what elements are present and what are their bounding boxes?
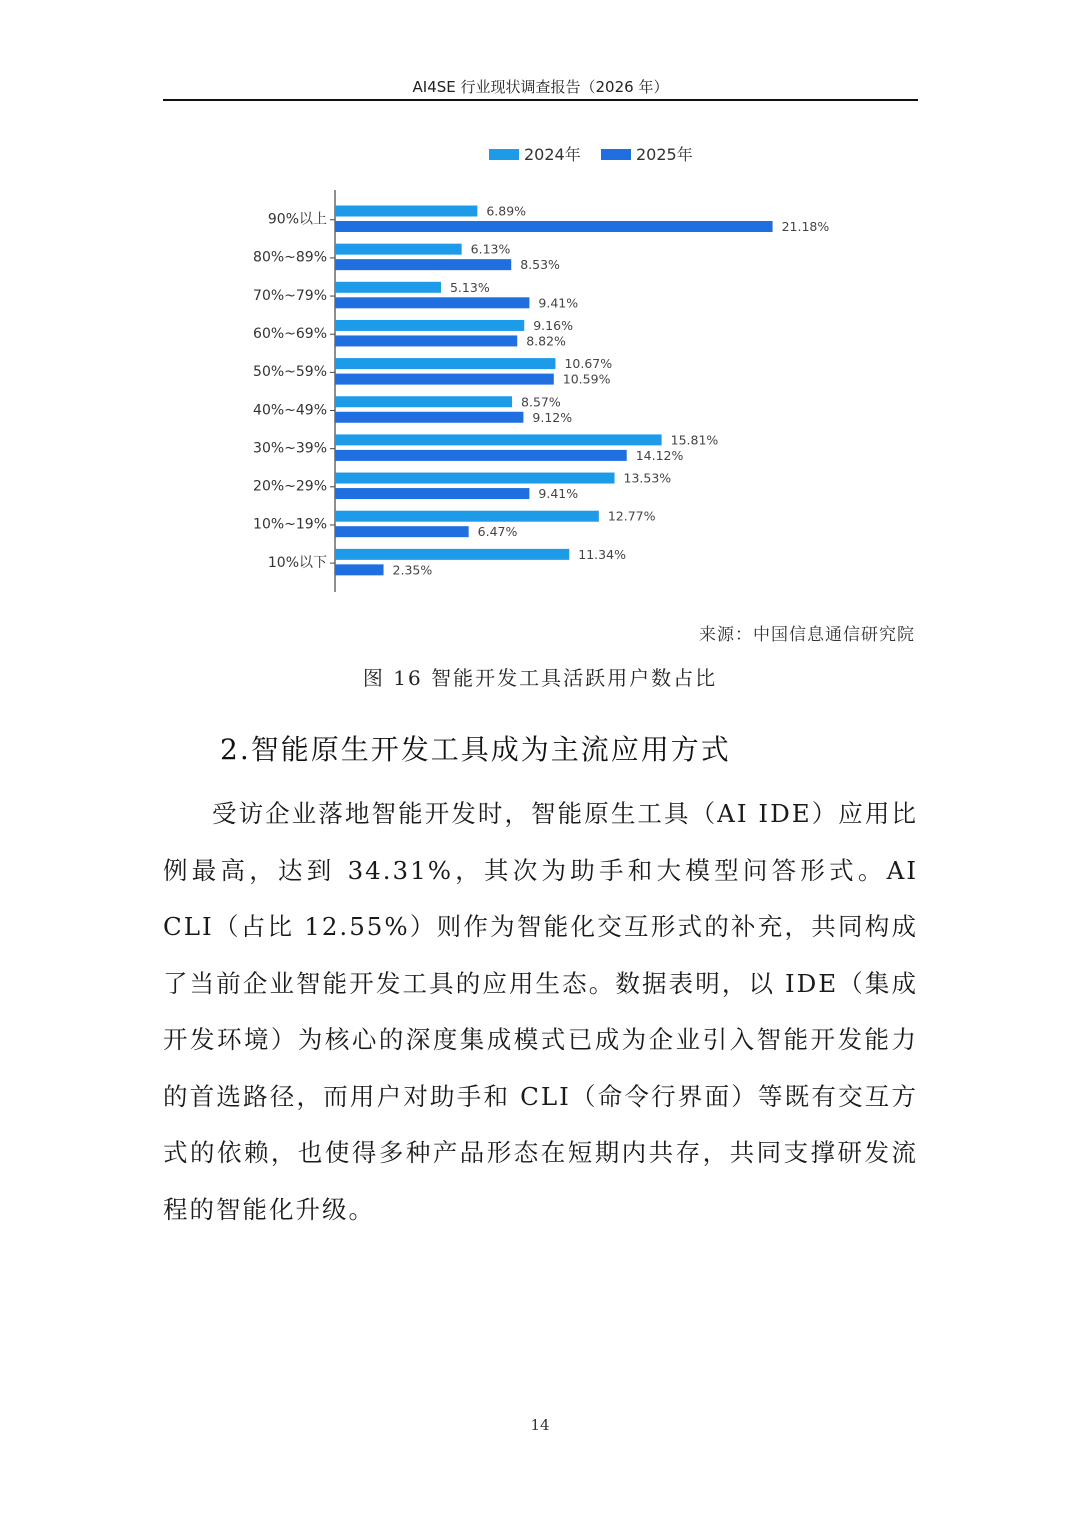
data-label: 9.41%: [538, 295, 579, 311]
bar: [335, 526, 469, 537]
bar: [335, 511, 599, 522]
category-label: 90%以上: [267, 211, 327, 228]
data-label: 10.59%: [562, 371, 611, 387]
category-label: 40%~49%: [253, 402, 327, 419]
legend-label: 2024年: [524, 145, 581, 164]
category-label: 20%~29%: [253, 478, 327, 495]
data-label: 9.16%: [533, 317, 573, 333]
data-label: 13.53%: [623, 470, 672, 486]
bar: [335, 473, 615, 484]
bar: [335, 488, 529, 499]
data-label: 2.35%: [392, 562, 433, 578]
bar: [335, 320, 524, 331]
category-label: 80%~89%: [253, 249, 327, 266]
bar-chart: [0, 0, 1080, 610]
page-number: 14: [530, 1416, 550, 1434]
data-label: 14.12%: [635, 447, 684, 463]
bar: [335, 206, 477, 217]
category-label: 70%~79%: [253, 287, 327, 304]
bar: [335, 564, 384, 575]
category-label: 60%~69%: [253, 325, 327, 342]
category-label: 30%~39%: [253, 440, 327, 457]
bar: [335, 244, 462, 255]
bar: [335, 374, 554, 385]
page-header: AI4SE 行业现状调查报告（2026 年）: [412, 78, 669, 96]
bar: [335, 282, 441, 293]
data-label: 21.18%: [781, 219, 830, 234]
data-label: 9.12%: [532, 409, 573, 425]
data-label: 11.34%: [578, 546, 626, 562]
figure-source: 来源：中国信息通信研究院: [699, 625, 915, 645]
bar: [335, 297, 529, 308]
bar: [335, 259, 511, 270]
data-label: 12.77%: [607, 508, 656, 524]
legend-swatch: [601, 149, 631, 160]
data-label: 9.41%: [538, 486, 579, 502]
data-label: 5.13%: [449, 279, 490, 295]
bar: [335, 221, 773, 232]
data-label: 8.53%: [520, 257, 560, 273]
legend-swatch: [489, 149, 519, 160]
category-label: 10%以下: [267, 554, 327, 571]
legend-label: 2025年: [636, 145, 693, 164]
figure-caption: 图 16 智能开发工具活跃用户数占比: [362, 666, 718, 690]
data-label: 8.82%: [526, 333, 566, 349]
data-label: 10.67%: [564, 356, 613, 372]
bar: [335, 434, 662, 445]
category-label: 50%~59%: [253, 364, 327, 381]
data-label: 8.57%: [521, 394, 561, 410]
category-label: 10%~19%: [253, 516, 327, 533]
data-label: 6.47%: [477, 524, 518, 540]
bar: [335, 549, 569, 560]
data-label: 6.89%: [486, 203, 527, 219]
data-label: 6.13%: [470, 241, 511, 257]
body-paragraph: 受访企业落地智能开发时，智能原生工具（AI IDE）应用比例最高，达到 34.31%，其次为助手和大模型问答形式。AI CLI（占比 12.55%）则作为智能化交互形式的补充，共同构成了当前企业智能开发工具的应用生态。数据表明，以 IDE（集成开发环境）为核心的深度集成模式已成为企业引入智能开发能力的首选路径，而用户对助手和 CLI（命令行界面）等既有交互方式的依赖，也使得多种产品形态在短期内共存，共同支撑研发流程的智能化升级。: [163, 799, 918, 1224]
data-label: 15.81%: [670, 432, 719, 448]
section-title: 2.智能原生开发工具成为主流应用方式: [220, 733, 731, 766]
bar: [335, 412, 523, 423]
bar: [335, 335, 517, 346]
bar: [335, 450, 627, 461]
bar: [335, 358, 555, 369]
bar: [335, 396, 512, 407]
